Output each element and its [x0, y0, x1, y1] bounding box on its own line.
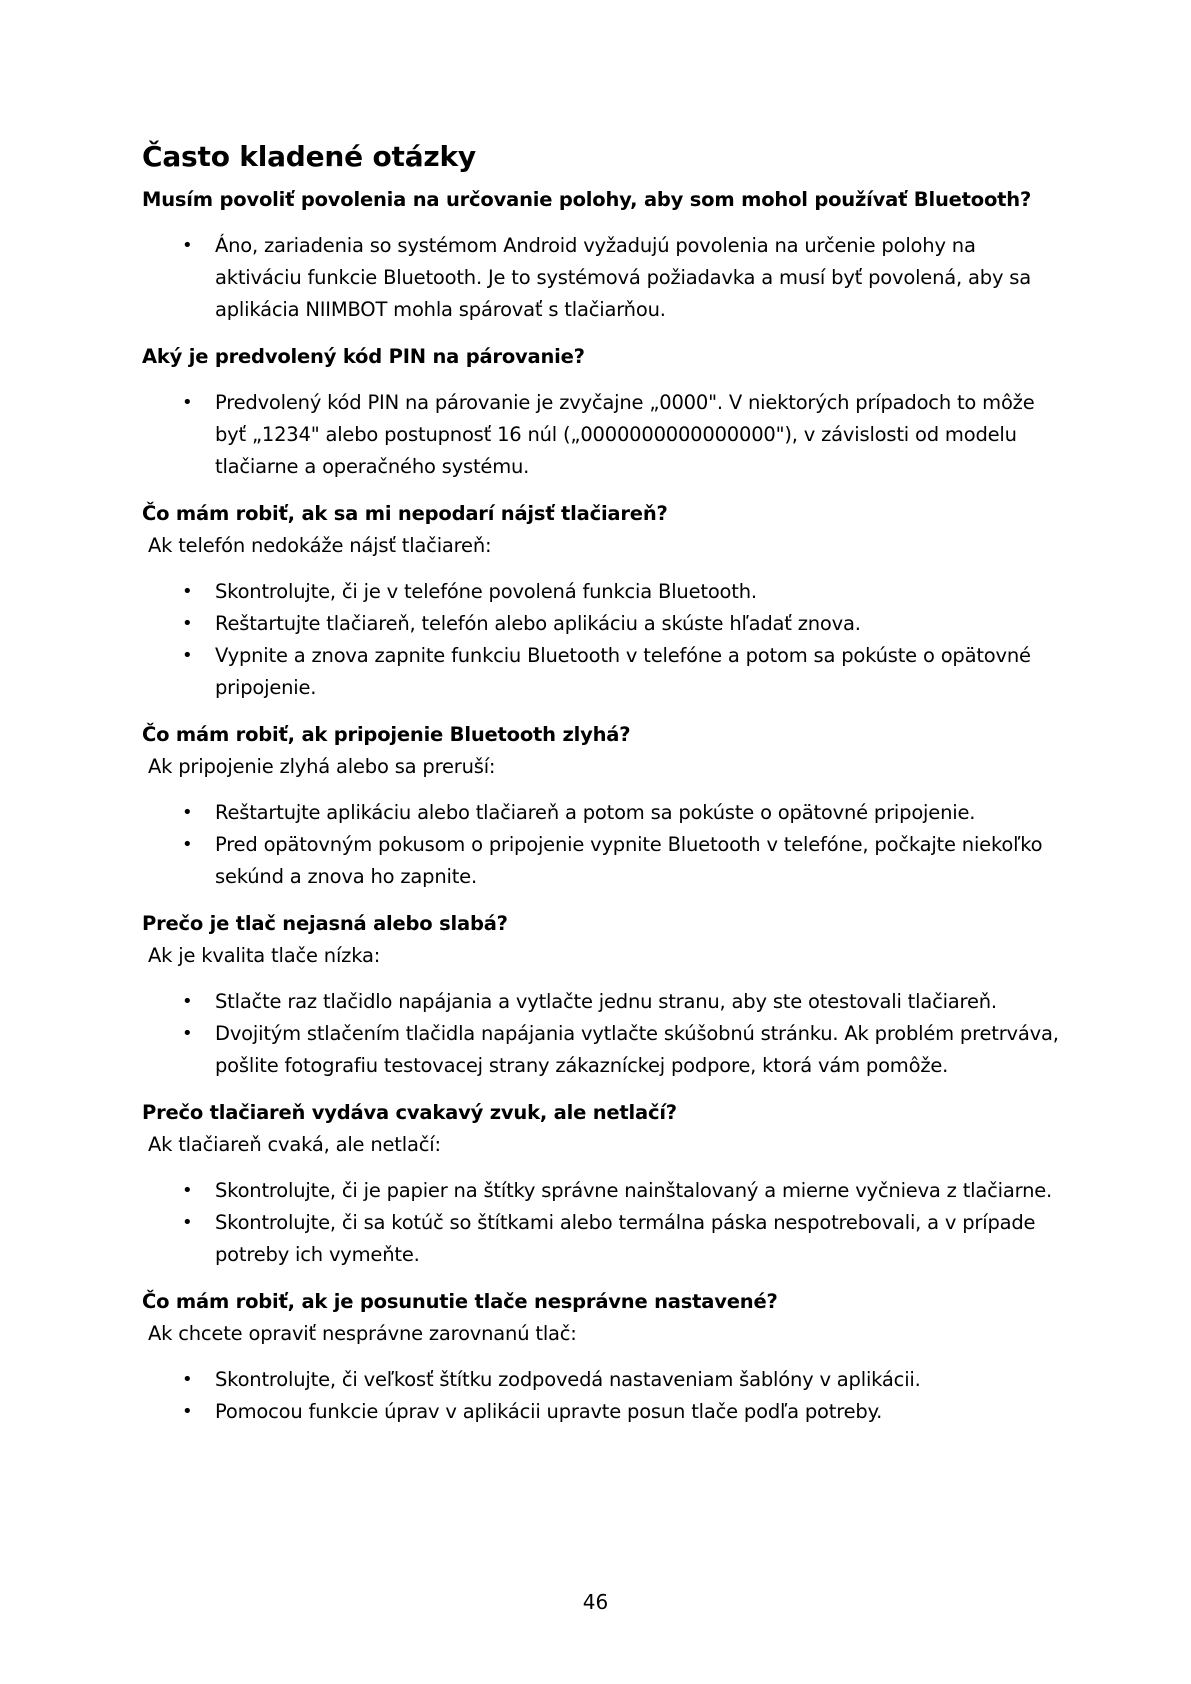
list-item: • Skontrolujte, či veľkosť štítku zodpovedá nastaveniam šablóny v aplikácii. [142, 1364, 1062, 1396]
list-item: • Áno, zariadenia so systémom Android vyžadujú povolenia na určenie polohy na aktiváciu funkcie Bluetooth. Je to systémová požiadavka a musí byť povolená, aby sa aplikácia NIIMBOT mohla spárovať s tlačiarňou. [142, 230, 1062, 326]
bullet-icon: • [182, 645, 193, 666]
page-title: Často kladené otázky [142, 140, 476, 173]
bullet-icon: • [182, 1401, 193, 1422]
bullet-icon: • [182, 802, 193, 823]
bullet-icon: • [182, 235, 193, 256]
faq-question: Čo mám robiť, ak je posunutie tlače nesprávne nastavené? [142, 1290, 778, 1313]
faq-3 [142, 498, 1062, 704]
faq-7 [142, 1286, 1062, 1428]
faq-5 [142, 908, 1062, 1082]
faq-answer-list [142, 576, 1062, 704]
list-item: • Pred opätovným pokusom o pripojenie vypnite Bluetooth v telefóne, počkajte niekoľko sekúnd a znova ho zapnite. [142, 829, 1062, 893]
faq-1 [142, 184, 1062, 326]
list-item: • Predvolený kód PIN na párovanie je zvyčajne „0000". V niektorých prípadoch to môže byť „1234" alebo postupnosť 16 núl („0000000000000000"), v závislosti od modelu tlačiarne a operačného systému. [142, 387, 1062, 483]
faq-answer-list [142, 230, 1062, 326]
bullet-icon: • [182, 1369, 193, 1390]
bullet-icon: • [182, 1212, 193, 1233]
bullet-icon: • [182, 613, 193, 634]
faq-question: Čo mám robiť, ak sa mi nepodarí nájsť tlačiareň? [142, 502, 668, 525]
list-item: • Skontrolujte, či sa kotúč so štítkami alebo termálna páska nespotrebovali, a v prípade potreby ich vymeňte. [142, 1207, 1062, 1271]
list-item: • Dvojitým stlačením tlačidla napájania vytlačte skúšobnú stránku. Ak problém pretrváva, pošlite fotografiu testovacej strany zákazníckej podpore, ktorá vám pomôže. [142, 1018, 1062, 1082]
list-item: • Skontrolujte, či je papier na štítky správne nainštalovaný a mierne vyčnieva z tlačiarne. [142, 1175, 1062, 1207]
faq-intro: Ak telefón nedokáže nájsť tlačiareň: [148, 534, 492, 557]
bullet-icon: • [182, 581, 193, 602]
faq-intro: Ak tlačiareň cvaká, ale netlačí: [148, 1133, 441, 1156]
faq-question: Aký je predvolený kód PIN na párovanie? [142, 345, 585, 368]
list-item: • Reštartujte tlačiareň, telefón alebo aplikáciu a skúste hľadať znova. [142, 608, 1062, 640]
faq-2 [142, 341, 1062, 483]
faq-question: Prečo je tlač nejasná alebo slabá? [142, 912, 508, 935]
faq-intro: Ak je kvalita tlače nízka: [148, 944, 381, 967]
faq-question: Prečo tlačiareň vydáva cvakavý zvuk, ale netlačí? [142, 1101, 677, 1124]
faq-intro: Ak chcete opraviť nesprávne zarovnanú tlač: [148, 1322, 577, 1345]
faq-answer-list [142, 986, 1062, 1082]
bullet-icon: • [182, 392, 193, 413]
list-item: • Stlačte raz tlačidlo napájania a vytlačte jednu stranu, aby ste otestovali tlačiareň. [142, 986, 1062, 1018]
faq-answer-list [142, 1175, 1062, 1271]
faq-intro: Ak pripojenie zlyhá alebo sa preruší: [148, 755, 496, 778]
faq-answer-list [142, 797, 1062, 893]
bullet-icon: • [182, 1023, 193, 1044]
faq-question: Musím povoliť povolenia na určovanie polohy, aby som mohol používať Bluetooth? [142, 188, 1032, 211]
faq-4 [142, 719, 1062, 893]
faq-answer-list [142, 1364, 1062, 1428]
bullet-icon: • [182, 1180, 193, 1201]
list-item: • Skontrolujte, či je v telefóne povolená funkcia Bluetooth. [142, 576, 1062, 608]
list-item: • Pomocou funkcie úprav v aplikácii upravte posun tlače podľa potreby. [142, 1396, 1062, 1428]
faq-6 [142, 1097, 1062, 1271]
faq-question: Čo mám robiť, ak pripojenie Bluetooth zlyhá? [142, 723, 631, 746]
list-item: • Reštartujte aplikáciu alebo tlačiareň a potom sa pokúste o opätovné pripojenie. [142, 797, 1062, 829]
bullet-icon: • [182, 991, 193, 1012]
faq-answer-list [142, 387, 1062, 483]
list-item: • Vypnite a znova zapnite funkciu Bluetooth v telefóne a potom sa pokúste o opätovné pripojenie. [142, 640, 1062, 704]
document-page [142, 140, 1062, 1443]
bullet-icon: • [182, 834, 193, 855]
page-number: 46 [582, 1590, 609, 1614]
